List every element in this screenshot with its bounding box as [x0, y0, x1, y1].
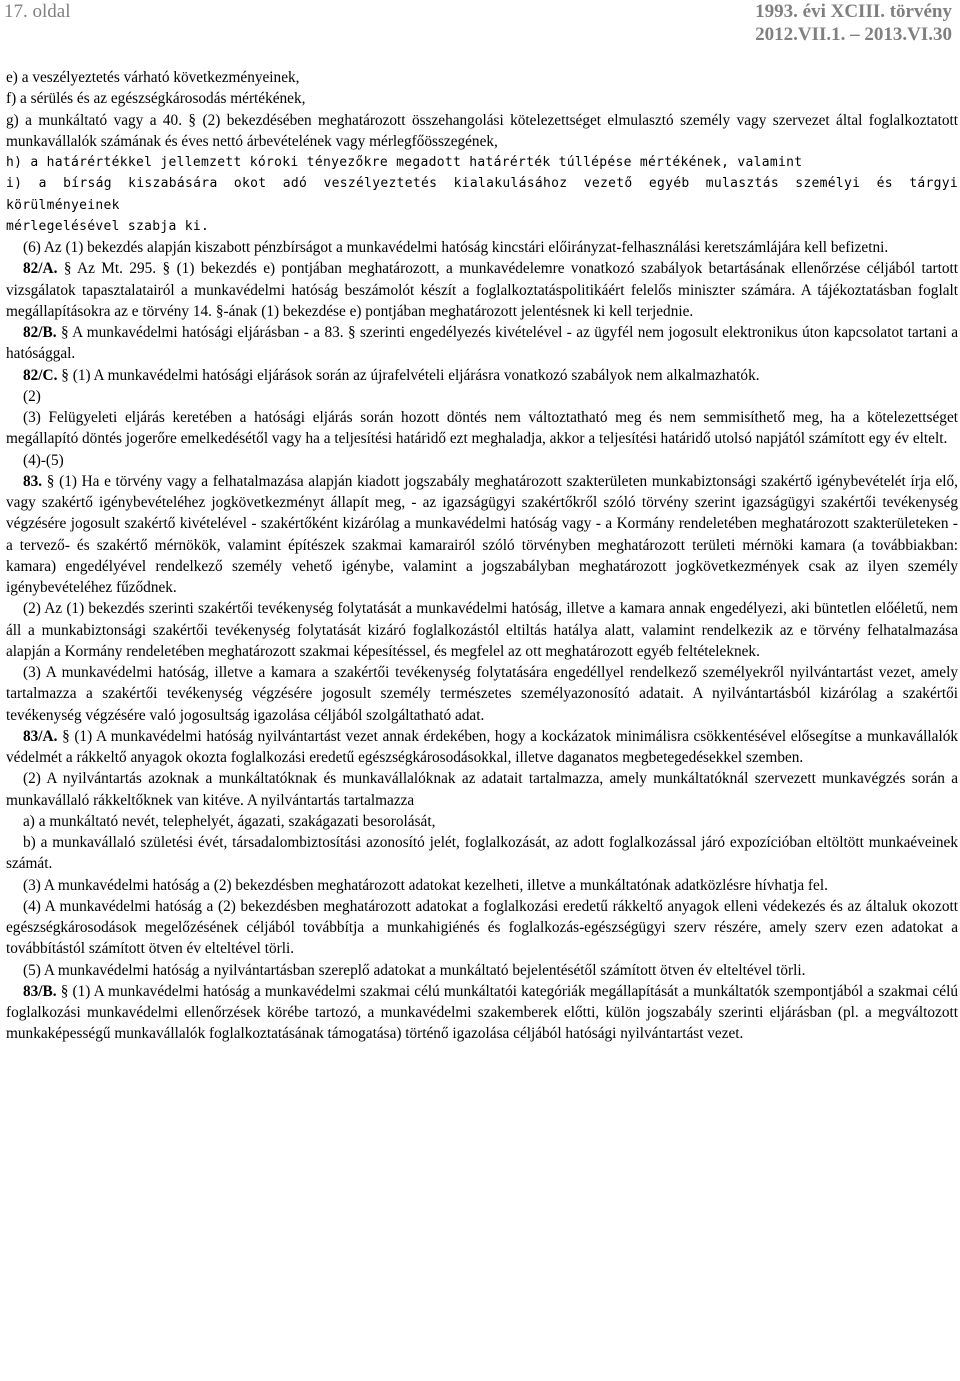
- paragraph: [6, 896, 958, 960]
- paragraph-text: (4) A munkavédelmi hatóság a (2) bekezdésben meghatározott adatokat a foglalkozási eredetű rákkeltő anyagok elleni védekezés és az általuk okozott egészségkárosodások megelőzésének céljából továbbítja a munkahigiénés és foglalkozás-egészségügyi szerv részére, amely szerv ezen adatokat a továbbítástól számított ötven év elteltével törli.: [6, 897, 958, 958]
- paragraph: [6, 322, 958, 365]
- paragraph: [6, 110, 958, 153]
- paragraph-text: (3) Felügyeleti eljárás keretében a hatósági eljárás során hozott döntés nem változtatható meg és nem semmisíthető meg, ha a kötelezettséget megállapító döntés jogerőre emelkedésétől vagy ha a teljesítési határidő ezt meghaladja, akkor a teljesítési határidő utolsó napjától számított egy év eltelt.: [6, 409, 958, 448]
- paragraph-text: (2) Az (1) bekezdés szerinti szakértői tevékenység folytatását a munkavédelmi hatóság, illetve a kamara annak engedélyezi, aki büntetlen előéletű, nem áll a munkabiztonsági szakértői tevékenység folytatását kizáró foglalkozástól eltiltás hatálya alatt, valamint rendelkezik az e törvény felhatalmazása alapján a Kormány rendeletében meghatározott szakmai képesítéssel, és megfelel az ott meghatározott egyéb feltételeknek.: [6, 600, 958, 660]
- paragraph-text: b) a munkavállaló születési évét, társadalombiztosítási azonosító jelét, foglalkozását, az adott foglalkozással járó expozícióban eltöltött munkaéveinek számát.: [6, 834, 958, 873]
- paragraph-text: i) a bírság kiszabására okot adó veszélyeztetés kialakulásához vezető egyéb mulasztás személyi és tárgyi körülményeinek: [6, 176, 958, 213]
- paragraph-text: (3) A munkavédelmi hatóság a (2) bekezdésben meghatározott adatokat kezelheti, illetve a munkáltatónak adatközlésre hívhatja fel.: [23, 876, 828, 894]
- paragraph-text: (3) A munkavédelmi hatóság, illetve a kamara a szakértői tevékenység folytatására engedéllyel rendelkező személyekről nyilvántartást vezet, amely tartalmazza a szakértői tevékenység végzésére jogosult személy természetes személyazonosító adatait. A nyilvántartásból kizárólag a szakértői tevékenység végzésére való jogosultság igazolása céljából szolgáltatható adat.: [6, 664, 958, 724]
- paragraph-text: § (1) A munkavédelmi hatóság nyilvántartást vezet annak érdekében, hogy a kockázatok minimálisra csökkentésével elősegítse a munkavállalók védelmét a rákkeltő anyagok okozta foglalkozási eredetű egészségkárosodásokkal, illetve daganatos megbetegedésekkel szemben.: [6, 727, 959, 766]
- paragraph-text: § A munkavédelmi hatósági eljárásban - a 83. § szerinti engedélyezés kivételével - az ügyfél nem jogosult elektronikus úton kapcsolatot tartani a hatósággal.: [6, 324, 958, 363]
- paragraph-text: (2): [23, 387, 41, 405]
- paragraph-text: g) a munkáltató vagy a 40. § (2) bekezdésében meghatározott összehangolási kötelezettséget elmulasztó személy vagy szervezet által foglalkoztatott munkavállalók számának és éves nettó árbevételének vagy mérlegfőösszegének,: [6, 111, 958, 150]
- paragraph: [6, 67, 958, 88]
- paragraph: [6, 875, 958, 896]
- paragraph: [6, 258, 958, 322]
- paragraph-text: (6) Az (1) bekezdés alapján kiszabott pénzbírságot a munkavédelmi hatóság kincstári előirányzat-felhasználási keretszámlájára kell befizetni.: [23, 239, 889, 256]
- paragraph: [6, 407, 958, 450]
- paragraph: [6, 216, 958, 237]
- paragraph: [6, 726, 958, 769]
- paragraph: [6, 152, 958, 173]
- section-number: 83/A.: [23, 727, 58, 745]
- paragraph-text: (4)-(5): [23, 451, 64, 469]
- paragraph-text: (5) A munkavédelmi hatóság a nyilvántartásban szereplő adatokat a munkáltató bejelentésétől számított ötven év elteltével törli.: [23, 961, 806, 979]
- paragraph-text: a) a munkáltató nevét, telephelyét, ágazati, szakágazati besorolását,: [23, 812, 436, 830]
- paragraph-text: § (1) A munkavédelmi hatóság a munkavédelmi szakmai célú munkáltatói kategóriák megállapítását a munkáltatók szempontjából a szakmai célú foglalkozási munkavédelmi ellenőrzések körébe tartozó, a munkavédelmi szakemberek előtti, külön jogszabály szerinti eljárásban (pl. a megváltozott munkaképességű munkavállalók foglalkoztatásának támogatása) történő igazolása céljából hatósági nyilvántartást vezet.: [6, 982, 958, 1043]
- paragraph-text: § (1) Ha e törvény vagy a felhatalmazása alapján kiadott jogszabály meghatározott szakterületen munkabiztonsági szakértő igénybevételét írja elő, vagy szakértő igénybevételéhez jogkövetkezményt állapít meg, - az igazságügyi szakértőkről szóló törvény szerint igazságügyi szakértői tevékenység végzésére jogosult szakértő kivételével - szakértőként kizárólag a munkavédelmi hatóság vagy - a Kormány rendeletében meghatározott szakterületeken - a tervező- és szakértő mérnökök, valamint építészek szakmai kamarairól szóló törvényben meghatározott területi mérnöki kamara (a továbbiakban: kamara) engedélyével rendelkező személy vehető igénybe, valamint a jogszabályban meghatározott jogkövetkezmények csak az ilyen személy igénybevételéhez fűződnek.: [6, 472, 958, 596]
- document-body: [6, 67, 958, 1045]
- paragraph: [6, 662, 958, 726]
- paragraph: [6, 471, 958, 599]
- paragraph: [6, 365, 958, 386]
- paragraph-text: § (1) A munkavédelmi hatósági eljárások során az újrafelvételi eljárásra vonatkozó szabályok nem alkalmazhatók.: [61, 366, 760, 384]
- paragraph: [6, 237, 958, 258]
- page-number: 17. oldal: [4, 1, 71, 22]
- paragraph: [6, 811, 958, 832]
- paragraph: [6, 981, 958, 1045]
- paragraph-text: h) a határértékkel jellemzett kóroki tényezőkre megadott határérték túllépése mértékének, valamint: [6, 155, 803, 170]
- paragraph: [6, 450, 958, 471]
- law-validity-dates: 2012.VII.1. – 2013.VI.30: [755, 24, 952, 45]
- paragraph-text: f) a sérülés és az egészségkárosodás mértékének,: [6, 90, 306, 108]
- section-number: 82/C.: [23, 366, 58, 384]
- section-number: 82/B.: [23, 324, 57, 341]
- paragraph: [6, 173, 958, 216]
- paragraph-text: mérlegelésével szabja ki.: [6, 218, 210, 234]
- law-title: 1993. évi XCIII. törvény: [755, 1, 952, 22]
- section-number: 82/A.: [23, 260, 58, 278]
- paragraph-text: § Az Mt. 295. § (1) bekezdés e) pontjában meghatározott, a munkavédelemre vonatkozó szabályok betartásának ellenőrzése céljából tartott vizsgálatok tapasztalatairól a munkavédelmi hatóság beszámolót készít a foglalkoztatáspolitikáért felelős miniszter számára. A tájékoztatásban foglalt megállapításokra az e törvény 14. §-ának (1) bekezdése e) pontjában meghatározott jelentésnek ki kell terjednie.: [6, 260, 958, 320]
- section-number: 83.: [23, 472, 43, 490]
- paragraph: [6, 598, 958, 662]
- paragraph-text: (2) A nyilvántartás azoknak a munkáltatóknak és munkavállalóknak az adatait tartalmazza, amely munkáltatóknál szervezett munkavégzés során a munkavállaló rákkeltőknek van kitéve. A nyilvántartás tartalmazza: [6, 770, 958, 809]
- paragraph: [6, 768, 958, 811]
- paragraph: [6, 960, 958, 981]
- paragraph-text: e) a veszélyeztetés várható következményeinek,: [6, 69, 300, 86]
- paragraph: [6, 88, 958, 109]
- section-number: 83/B.: [23, 982, 57, 1000]
- paragraph: [6, 832, 958, 875]
- page-header: [0, 0, 960, 52]
- paragraph: [6, 386, 958, 407]
